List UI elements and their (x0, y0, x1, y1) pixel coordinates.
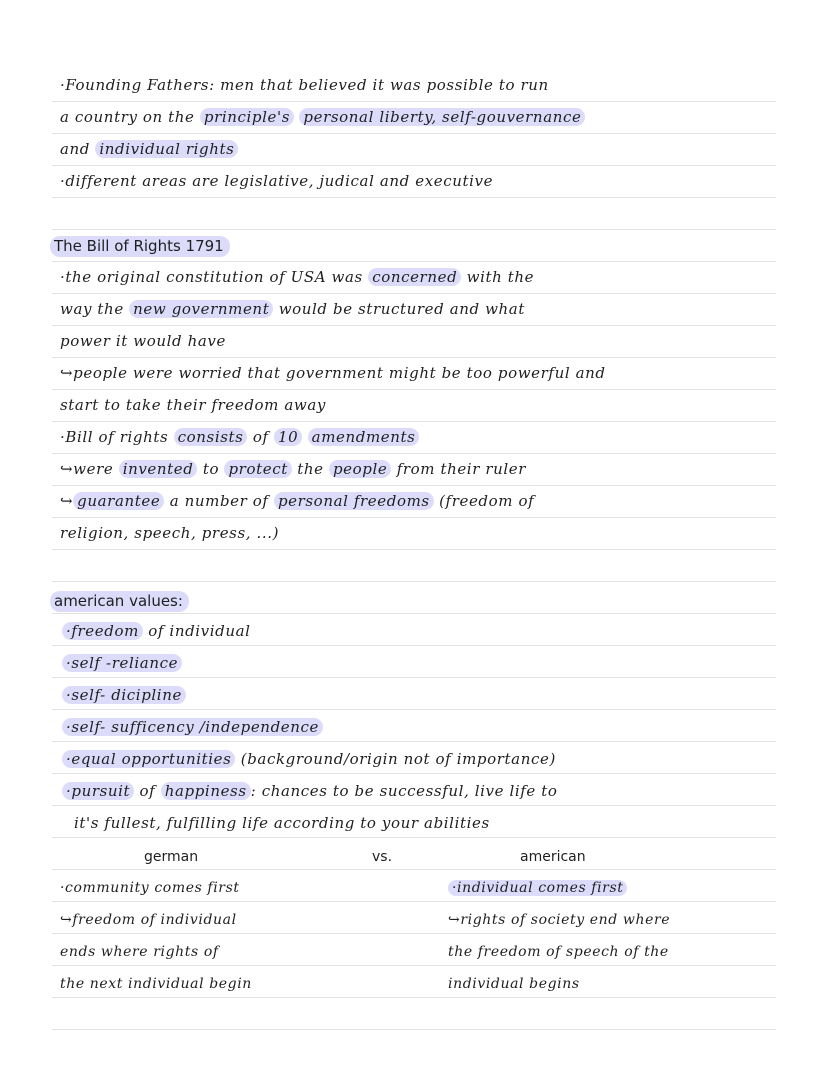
note-text: ↪rights of society end where (448, 912, 671, 928)
note-text: ·community comes first (60, 880, 240, 896)
ruled-line (52, 549, 776, 550)
note-text: ↪people were worried that government might be too powerful and (60, 364, 606, 382)
ruled-line (52, 133, 776, 134)
note-line (62, 782, 558, 800)
versus-label: vs. (372, 849, 393, 865)
ruled-line (52, 837, 776, 838)
note-text: start to take their freedom away (60, 396, 326, 414)
note-text: ↪were (60, 460, 119, 478)
note-line (60, 300, 525, 318)
note-line (74, 814, 490, 832)
highlighted-text: ·self -reliance (62, 654, 182, 672)
note-text (302, 428, 307, 446)
note-line (60, 332, 226, 350)
highlighted-text: ·self- sufficency /independence (62, 718, 323, 736)
note-text: from their ruler (391, 460, 527, 478)
highlighted-text: amendments (308, 428, 420, 446)
note-text: the freedom of speech of the (448, 944, 669, 960)
highlighted-text: ·individual comes first (448, 880, 627, 896)
ruled-line (52, 997, 776, 998)
ruled-line (52, 101, 776, 102)
highlighted-text: people (329, 460, 391, 478)
highlighted-text: 10 (274, 428, 302, 446)
section-heading: The Bill of Rights 1791 (50, 236, 230, 257)
highlighted-text: concerned (368, 268, 461, 286)
note-text: ·different areas are legislative, judical and executive (60, 172, 494, 190)
compare-left-line (60, 944, 219, 960)
note-text: the next individual begin (60, 976, 252, 992)
note-text: of (134, 782, 161, 800)
highlighted-text: happiness (161, 782, 251, 800)
highlighted-text: ·self- dicipline (62, 686, 186, 704)
highlighted-text: personal liberty, self-gouvernance (299, 108, 585, 126)
ruled-line (52, 709, 776, 710)
highlighted-text: ·freedom (62, 622, 143, 640)
note-text: and (60, 140, 96, 158)
highlighted-text: individual rights (95, 140, 238, 158)
note-text: : chances to be successful, live life to (250, 782, 558, 800)
note-text: a country on the (60, 108, 200, 126)
ruled-line (52, 293, 776, 294)
compare-right-line (448, 976, 580, 992)
ruled-line (52, 197, 776, 198)
ruled-line (52, 613, 776, 614)
note-text: ↪freedom of individual (60, 912, 237, 928)
ruled-line (52, 485, 776, 486)
note-text: (background/origin not of importance) (235, 750, 556, 768)
note-line (62, 654, 182, 672)
ruled-line (52, 805, 776, 806)
ruled-line (52, 389, 776, 390)
note-line (60, 172, 493, 190)
note-text: power it would have (60, 332, 226, 350)
ruled-line (52, 229, 776, 230)
note-line (60, 108, 585, 126)
column-header-german: german (144, 849, 199, 865)
note-line (60, 492, 534, 510)
note-line (60, 524, 279, 542)
note-text: the (291, 460, 329, 478)
note-line (62, 622, 251, 640)
note-text: with the (461, 268, 535, 286)
note-text: would be structured and what (273, 300, 525, 318)
highlighted-text: guarantee (73, 492, 164, 510)
note-line (62, 718, 323, 736)
note-text: of individual (142, 622, 251, 640)
note-text: ·Bill of rights (60, 428, 174, 446)
ruled-line (52, 933, 776, 934)
highlighted-text: ·equal opportunities (62, 750, 235, 768)
note-text: to (197, 460, 225, 478)
note-text: way the (60, 300, 130, 318)
note-line (60, 428, 419, 446)
note-text: of (247, 428, 274, 446)
ruled-line (52, 869, 776, 870)
ruled-line (52, 453, 776, 454)
ruled-line (52, 325, 776, 326)
note-line (62, 750, 556, 768)
note-line (60, 364, 606, 382)
note-text: individual begins (448, 976, 580, 992)
note-line (62, 686, 186, 704)
ruled-line (52, 581, 776, 582)
note-text: it's fullest, fulfilling life according to your abilities (74, 814, 490, 832)
ruled-line (52, 901, 776, 902)
note-line (60, 396, 326, 414)
ruled-line (52, 517, 776, 518)
ruled-line (52, 645, 776, 646)
highlighted-text: invented (119, 460, 198, 478)
note-text: a number of (164, 492, 274, 510)
ruled-line (52, 741, 776, 742)
ruled-line (52, 1029, 776, 1030)
ruled-line (52, 357, 776, 358)
ruled-line (52, 261, 776, 262)
ruled-line (52, 773, 776, 774)
ruled-line (52, 165, 776, 166)
note-line (60, 76, 549, 94)
note-line (60, 140, 238, 158)
ruled-line (52, 965, 776, 966)
highlighted-text: new government (129, 300, 273, 318)
section-heading: american values: (50, 591, 189, 612)
highlighted-text: ·pursuit (62, 782, 134, 800)
note-line (60, 268, 534, 286)
note-text: ·the original constitution of USA was (60, 268, 369, 286)
ruled-line (52, 421, 776, 422)
compare-left-line (60, 880, 240, 896)
compare-right-line (448, 944, 669, 960)
compare-left-line (60, 912, 237, 928)
highlighted-text: protect (224, 460, 291, 478)
note-text: (freedom of (433, 492, 535, 510)
note-text: ·Founding Fathers: men that believed it was possible to run (60, 76, 549, 94)
highlighted-text: consists (174, 428, 248, 446)
compare-right-line (448, 912, 670, 928)
compare-right-line (448, 880, 627, 896)
note-text: ends where rights of (60, 944, 219, 960)
ruled-line (52, 677, 776, 678)
highlighted-text: principle's (200, 108, 294, 126)
highlighted-text: personal freedoms (274, 492, 434, 510)
note-text: ↪ (60, 492, 74, 510)
note-line (60, 460, 526, 478)
note-text: religion, speech, press, ...) (60, 524, 280, 542)
column-header-american: american (520, 849, 586, 865)
compare-left-line (60, 976, 252, 992)
